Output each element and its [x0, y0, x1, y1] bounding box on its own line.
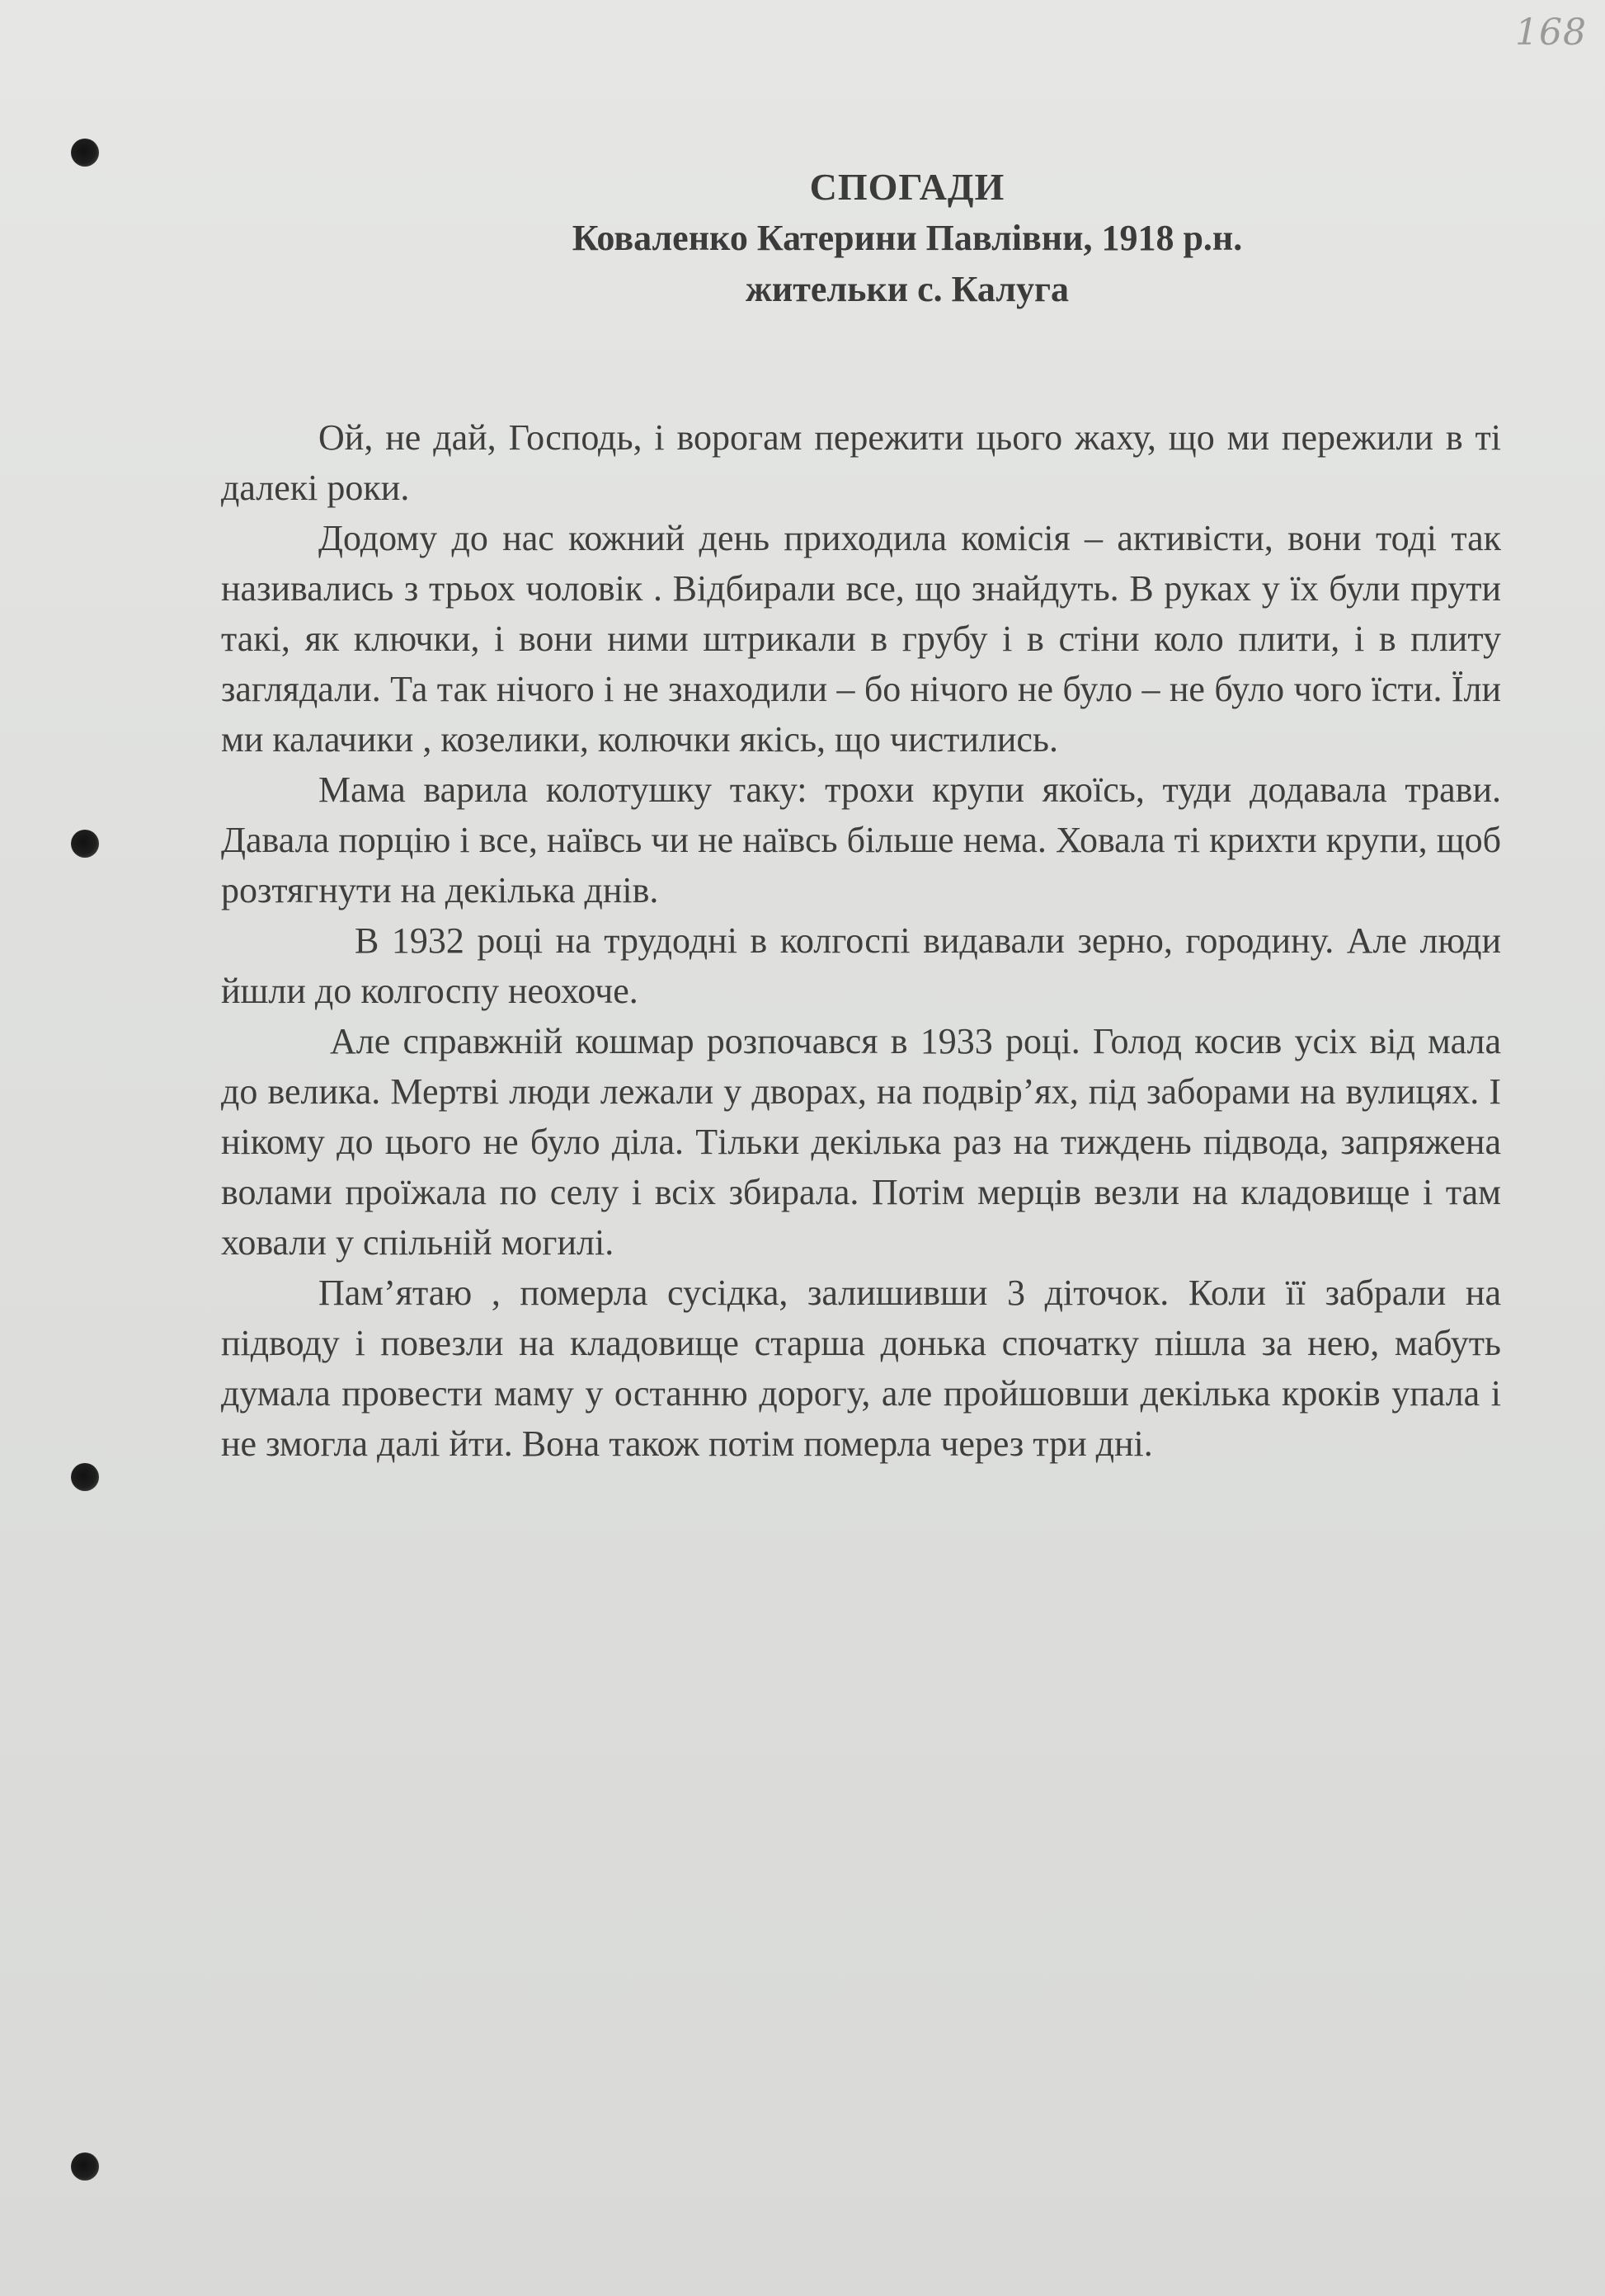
punch-hole	[71, 2152, 99, 2181]
document-header	[363, 162, 1452, 315]
punch-hole	[71, 139, 99, 167]
paragraph: В 1932 році на трудодні в колгоспі видавали зерно, городину. Але люди йшли до колгоспу неохоче.	[221, 920, 1501, 1011]
page-number: 168	[1515, 12, 1587, 54]
paragraph: Але справжній кошмар розпочався в 1933 році. Голод косив усіх від мала до велика. Мертві люди лежали у дворах, на подвір’ях, під заборами на вулицях. І нікому до цього не було діла. Тільки декілька раз на тиждень підвода, запряжена волами проїжала по селу і всіх збирала. Потім мерців везли на кладовище і там ховали у спільній могилі.	[221, 1021, 1501, 1263]
paragraph: Додому до нас кожний день приходила комісія – активісти, вони тоді так називались з трьох чоловік . Відбирали все, що знайдуть. В руках у їх були прути такі, як ключки, і вони ними штрикали в грубу і в стіни коло плити, і в плиту заглядали. Та так нічого і не знаходили – бо нічого не було – не було чого їсти. Їли ми калачики , козелики, колючки якісь, що чистились.	[221, 518, 1501, 760]
punch-hole	[71, 1463, 99, 1491]
author-line: Коваленко Катерини Павлівни, 1918 р.н.	[572, 218, 1243, 258]
document-body	[221, 412, 1501, 1469]
punch-hole	[71, 830, 99, 858]
paragraph: Пам’ятаю , померла сусідка, залишивши 3 діточок. Коли її забрали на підводу і повезли на кладовище старша донька спочатку пішла за нею, мабуть думала провести маму у останню дорогу, але пройшовши декілька кроків упала і не змогла далі йти. Вона також потім померла через три дні.	[221, 1273, 1501, 1464]
paragraph: Мама варила колотушку таку: трохи крупи якоїсь, туди додавала трави. Давала порцію і все, наївсь чи не наївсь більше нема. Ховала ті крихти крупи, щоб розтягнути на декілька днів.	[221, 769, 1501, 910]
paragraph: Ой, не дай, Господь, і ворогам пережити цього жаху, що ми пережили в ті далекі роки.	[221, 417, 1501, 508]
document-title: СПОГАДИ	[809, 166, 1005, 208]
residence-line: жительки с. Калуга	[746, 269, 1069, 309]
